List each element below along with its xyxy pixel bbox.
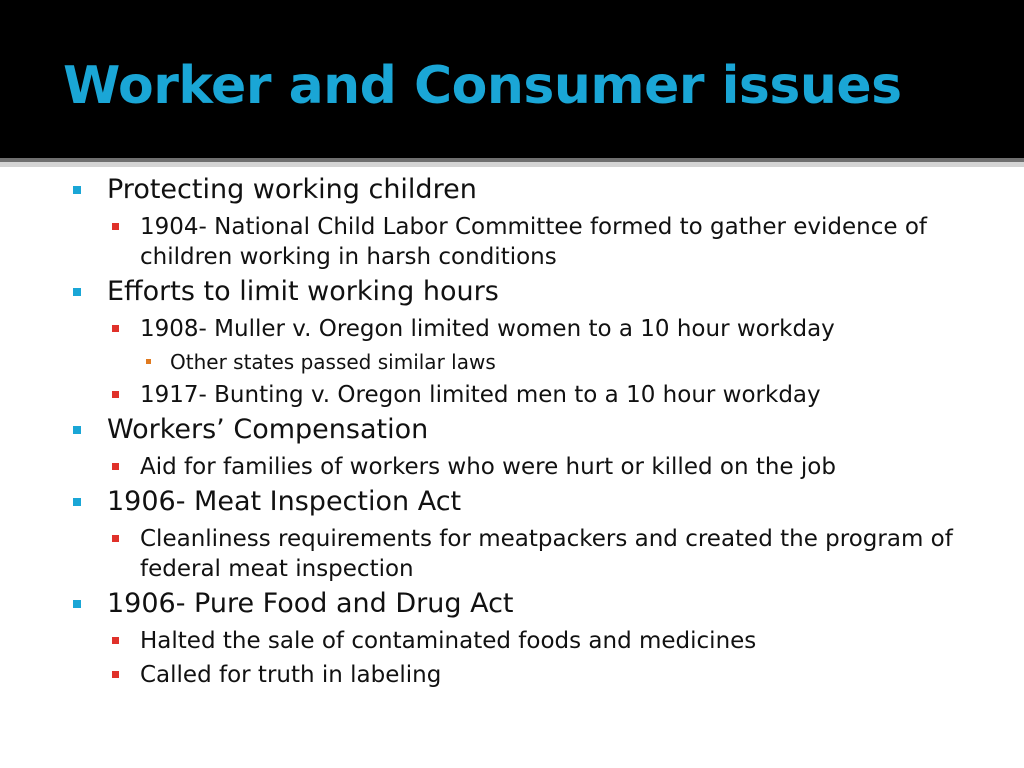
square-bullet-icon (146, 359, 151, 364)
sub-bullet-truth-in-labeling (0, 660, 1024, 690)
sub-bullet-text: Called for truth in labeling (140, 662, 442, 688)
square-bullet-icon (112, 463, 119, 470)
bullet-protecting-working-children (0, 172, 1024, 208)
sub-sub-bullet-other-states (0, 348, 1024, 376)
sub-bullet-text: Aid for families of workers who were hurt or killed on the job (140, 454, 836, 480)
square-bullet-icon (112, 637, 119, 644)
square-bullet-icon (73, 498, 81, 506)
title-band (0, 0, 1024, 158)
sub-bullet-aid-for-families (0, 452, 1024, 482)
bullet-meat-inspection-act (0, 484, 1024, 520)
square-bullet-icon (112, 325, 119, 332)
bullet-text: Protecting working children (107, 174, 477, 205)
bullet-text: Workers’ Compensation (107, 414, 429, 445)
square-bullet-icon (73, 288, 81, 296)
bullet-list (0, 170, 1024, 690)
sub-bullet-cleanliness-requirements (0, 524, 1024, 584)
square-bullet-icon (112, 223, 119, 230)
sub-bullet-text: Halted the sale of contaminated foods and medicines (140, 628, 757, 654)
sub-sub-bullet-text: Other states passed similar laws (170, 350, 496, 374)
square-bullet-icon (73, 426, 81, 434)
sub-bullet-muller-v-oregon (0, 314, 1024, 344)
slide-title: Worker and Consumer issues (63, 56, 902, 116)
sub-bullet-bunting-v-oregon (0, 380, 1024, 410)
sub-bullet-text: 1917- Bunting v. Oregon limited men to a 10 hour workday (140, 382, 821, 408)
sub-bullet-halted-sale (0, 626, 1024, 656)
bullet-text: 1906- Pure Food and Drug Act (107, 588, 514, 619)
square-bullet-icon (112, 535, 119, 542)
sub-bullet-text: 1904- National Child Labor Committee formed to gather evidence of children working in harsh conditions (140, 214, 927, 270)
square-bullet-icon (112, 391, 119, 398)
sub-bullet-child-labor-committee (0, 212, 1024, 272)
bullet-pure-food-and-drug-act (0, 586, 1024, 622)
bullet-text: 1906- Meat Inspection Act (107, 486, 462, 517)
title-divider-light (0, 162, 1024, 167)
bullet-limit-working-hours (0, 274, 1024, 310)
square-bullet-icon (112, 671, 119, 678)
square-bullet-icon (73, 600, 81, 608)
sub-bullet-text: 1908- Muller v. Oregon limited women to a 10 hour workday (140, 316, 835, 342)
bullet-workers-compensation (0, 412, 1024, 448)
sub-bullet-text: Cleanliness requirements for meatpackers and created the program of federal meat inspection (140, 526, 953, 582)
square-bullet-icon (73, 186, 81, 194)
bullet-text: Efforts to limit working hours (107, 276, 499, 307)
